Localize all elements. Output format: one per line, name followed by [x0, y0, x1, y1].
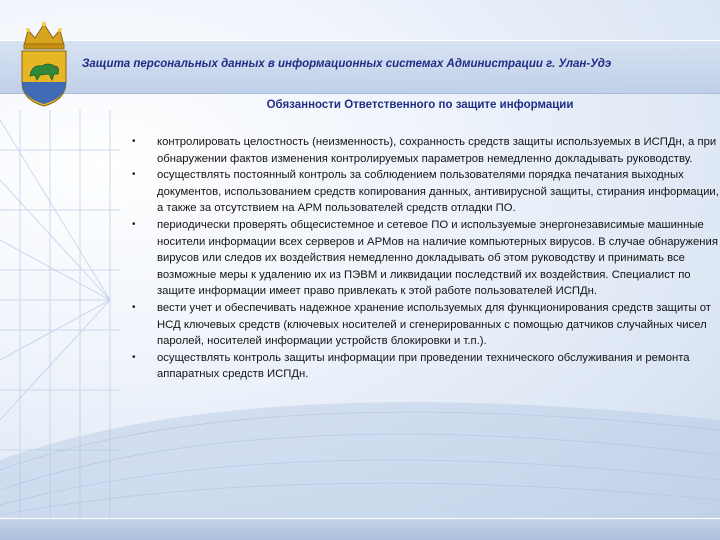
list-item: [122, 350, 720, 383]
list-item: [122, 300, 720, 350]
bullet-dot-icon: •: [132, 301, 136, 313]
bullet-dot-icon: •: [132, 218, 136, 230]
bullet-dot-icon: •: [132, 351, 136, 363]
list-item-text: вести учет и обеспечивать надежное хранение используемых для функционирования средств защиты от НСД ключевых средств (ключевых носителей и сгенерированных с помощью датчиков случайных чисел паролей, носителей информации устройств блокировки и т.п.).: [157, 301, 711, 348]
footer-band: [0, 518, 720, 540]
list-item: [122, 217, 720, 300]
city-coat-of-arms-icon: [18, 18, 70, 108]
bullet-dot-icon: •: [132, 136, 136, 147]
slide-subtitle: Обязанности Ответственного по защите информации: [266, 99, 574, 111]
list-item: [122, 134, 720, 167]
page-title: Защита персональных данных в информационных системах Администрации г. Улан-Удэ: [82, 58, 612, 70]
list-item-text: периодически проверять общесистемное и сетевое ПО и используемые энергонезависимые машинные носители информации всех серверов и АРМов на наличие компьютерных вирусов. В случае обнаружения вирусов или следов их воздействия немедленно докладывать об этом руководству и принимать все возможные меры к удалению их из ПЭВМ и ликвидации последствий их воздействия. Специалист по защите информации имеет право привлекать к этой работе пользователей ИСПДн.: [157, 218, 718, 298]
list-item-text: контролировать целостность (неизменность), сохранность средств защиты используемых в ИСПДн, а при обнаружении фактов изменения контролируемых параметров немедленно докладывать руководству.: [157, 136, 717, 165]
bullet-list: [122, 134, 720, 383]
bullet-list-container: [122, 134, 720, 383]
list-item: [122, 167, 720, 217]
bullet-dot-icon: •: [132, 169, 136, 181]
list-item-text: осуществлять постоянный контроль за соблюдением пользователями порядка печатания выходных документов, использованием средств копирования данных, антивирусной защиты, стирания информации, а также за отсутствием на АРМ пользователей средств отладки ПО.: [157, 169, 719, 215]
list-item-text: осуществлять контроль защиты информации при проведении технического обслуживания и ремонта аппаратных средств ИСПДн.: [157, 351, 690, 381]
